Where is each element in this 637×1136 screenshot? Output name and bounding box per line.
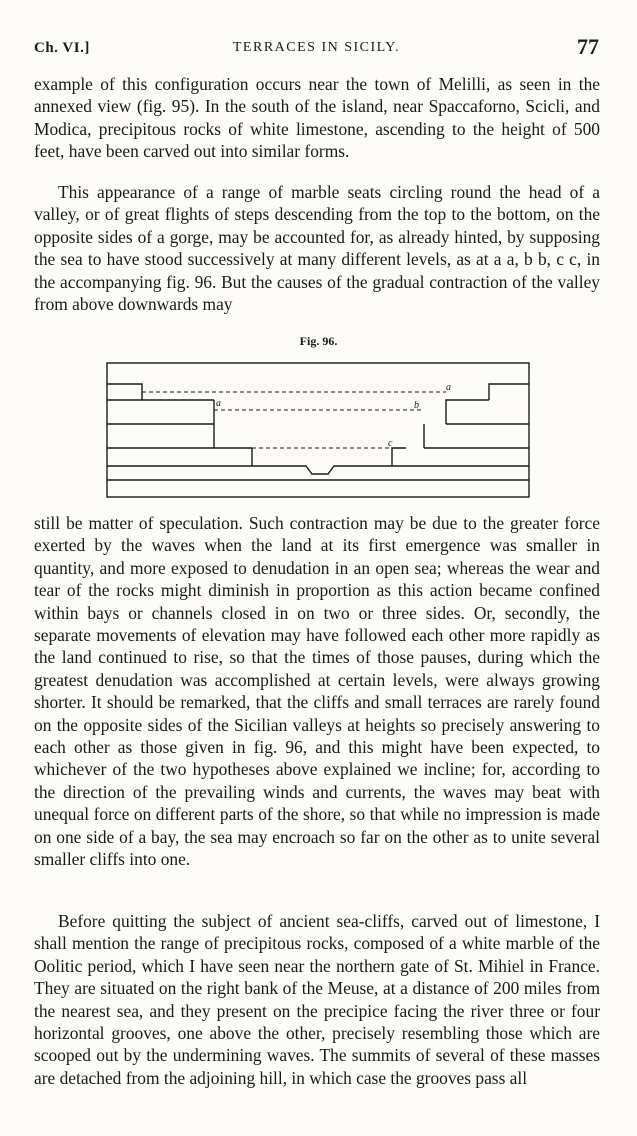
valley-floor <box>252 466 392 474</box>
paragraph-4: Before quitting the subject of ancient sea-cliffs, carved out of limestone, I shall mention the range of precipitous rocks, composed of a white marble of the Oolitic period, which I have seen near the northern gate of St. Mihiel in France. They are situated on the right bank of the Meuse, at a distance of 200 miles from the nearest sea, and they present on the precipice facing the river three or four horizontal grooves, one above the other, precisely resembling those which are scooped out by the undermining waves. The summits of several of these masses are detached from the adjoining hill, in which case the grooves pass all <box>34 911 600 1088</box>
chapter-label: Ch. VI.] <box>34 40 90 56</box>
label-b-right: b <box>414 400 419 411</box>
figure-96-diagram <box>106 362 530 498</box>
terrace-section-svg <box>106 362 530 498</box>
right-step-a <box>446 400 489 424</box>
paragraph-1: example of this configuration occurs near the town of Melilli, as seen in the annexed view (fig. 95). In the south of the island, near Spaccaforno, Scicli, and Modica, precipitous rocks of white limestone, ascending to the height of 500 feet, have been carved out into similar forms. <box>34 74 600 162</box>
label-a-left: a <box>216 398 221 409</box>
paragraph-3: still be matter of speculation. Such contraction may be due to the greater force exerted by the waves when the land at its first emergence was smaller in quantity, and more exposed to denudation in an open sea; whereas the wear and tear of the rocks might diminish in proportion as this action became confined within bays or channels closed in on two or three sides. Or, secondly, the separate movements of elevation may have followed each other more rapidly as the land continued to rise, so that the times of those pauses, during which the greatest denudation was accomplished at certain levels, were always growing shorter. It should be remarked, that the cliffs and small terraces are rarely found on the opposite sides of the Sicilian valleys at heights so precisely answering to each other as those given in fig. 96, and this might have been expected, to whichever of the two hypotheses above explained we incline; for, according to the direction of the prevailing winds and currents, the waves may beat with unequal force on different parts of the shore, so that while no impression is made on one side of a bay, the sea may encroach so far on the other as to unite several smaller cliffs into one. <box>34 513 600 870</box>
page-number: 77 <box>577 34 599 59</box>
running-header <box>34 34 599 64</box>
figure-frame <box>107 363 529 497</box>
figure-caption: Fig. 96. <box>299 334 338 348</box>
right-upper-cliff <box>489 384 529 400</box>
running-title: TERRACES IN SICILY. <box>232 40 401 55</box>
right-cliff-c <box>392 448 406 466</box>
left-upper-cliff <box>107 384 142 400</box>
paragraph-2: This appearance of a range of marble seats circling round the head of a valley, or of great flights of steps descending from the top to the bottom, on the opposite sides of a gorge, may be accounted for, as already hinted, by supposing the sea to have stood successively at many different levels, as at a a, b b, c c, in the accompanying fig. 96. But the causes of the gradual contraction of the valley from above downwards may <box>34 182 600 315</box>
label-a-right: a <box>446 382 451 393</box>
label-c-right: c <box>388 438 393 449</box>
